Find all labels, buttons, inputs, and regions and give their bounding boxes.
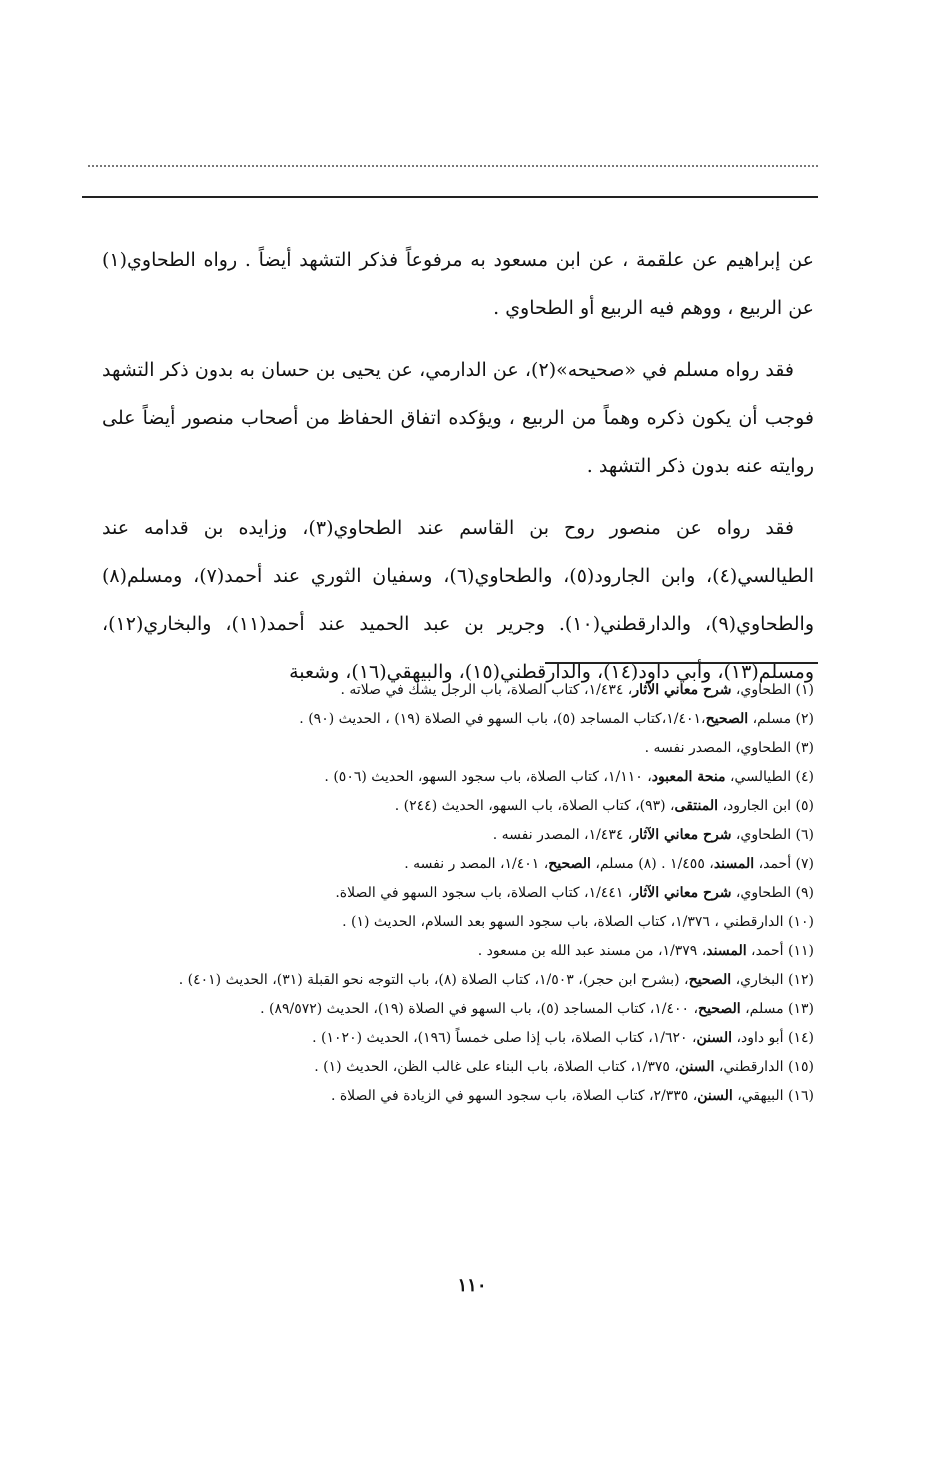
footnote — [98, 850, 814, 879]
page-number: ١١٠ — [457, 1275, 487, 1296]
footnote-text: ، ١/٤٥٥ . (٨) مسلم، — [590, 856, 714, 872]
footnote-text: ، ١/٤٣٤، المصدر نفسه . — [492, 827, 633, 843]
footnote-text: ، ١/٤٠٠، كتاب المساجد (٥)، باب السهو في الصلاة (١٩)، الحديث (٨٩/٥٧٢) . — [260, 1001, 699, 1017]
footnote — [98, 1082, 814, 1111]
paragraph-2: فقد رواه مسلم في «صحيحه»(٢)، عن الدارمي، عن يحيى بن حسان به بدون ذكر التشهد فوجب أن يكون ذكره وهماً من الربيع ، ويؤكده اتفاق الحفاظ من أصحاب منصور أيضاً على روايته عنه بدون ذكر التشهد . — [102, 359, 814, 477]
footnote-text: (٢) مسلم، — [748, 711, 814, 727]
footnote-text: ، ١/١١٠، كتاب الصلاة، باب سجود السهو، الحديث (٥٠٦) . — [324, 769, 652, 785]
footnote-source-title: السنن — [697, 1088, 733, 1104]
footnote-text: ، ١/٤٣٤، كتاب الصلاة، باب الرجل يشك في صلاته . — [340, 682, 633, 698]
footnote-source-title: السنن — [678, 1059, 715, 1075]
paragraph-1: عن إبراهيم عن علقمة ، عن ابن مسعود به مرفوعاً فذكر التشهد أيضاً . رواه الطحاوي(١) عن الربيع ، ووهم فيه الربيع أو الطحاوي . — [102, 249, 814, 319]
footnote-source-title: الصحيح — [705, 711, 749, 727]
footnote-source-title: الصحيح — [688, 972, 732, 988]
footnote-source-title: شرح معاني الآثار — [632, 885, 732, 901]
footnote-text: (٦) الطحاوي، — [731, 827, 814, 843]
footnote-text: (١٤) أبو داود، — [732, 1030, 814, 1046]
footnote-source-title: شرح معاني الآثار — [632, 682, 732, 698]
footnote-text: ، ١/٤٤١، كتاب الصلاة، باب سجود السهو في الصلاة. — [335, 885, 633, 901]
footnote-source-title: المنتقى — [674, 798, 718, 814]
footnote-text: (١) الطحاوي، — [731, 682, 814, 698]
footnote-source-title: منحة المعبود — [651, 769, 726, 785]
footnote-source-title: المسند — [713, 856, 755, 872]
footnote-source-title: شرح معاني الآثار — [632, 827, 732, 843]
footnote — [98, 792, 814, 821]
footnote-source-title: الصحيح — [548, 856, 591, 872]
footnote-text: (٧) أحمد، — [754, 856, 814, 872]
footnote-text: ، ١/٣٧٥، كتاب الصلاة، باب البناء على غالب الظن، الحديث (١) . — [314, 1059, 679, 1075]
footnote-text: (٤) الطيالسي، — [725, 769, 814, 785]
footnote — [98, 1024, 814, 1053]
footnote — [98, 705, 814, 734]
footnote — [98, 821, 814, 850]
footnote-text: (٣) الطحاوي، المصدر نفسه . — [644, 740, 814, 756]
main-text — [102, 236, 814, 696]
footnote-source-title: السنن — [696, 1030, 733, 1046]
footnote-text: (١٥) الدارقطني، — [714, 1059, 814, 1075]
footnote-text: (٩) الطحاوي، — [731, 885, 814, 901]
footnote-text: ، ١/٣٧٩، من مسند عبد الله بن مسعود . — [477, 943, 707, 959]
footnote-text: ، (٩٣)، كتاب الصلاة، باب السهو، الحديث (٢٤٤) . — [394, 798, 675, 814]
paragraph-3: فقد رواه عن منصور روح بن القاسم عند الطحاوي(٣)، وزايده بن قدامه عند الطيالسي(٤)، وابن الجارود(٥)، والطحاوي(٦)، وسفيان الثوري عند أحمد(٧)، ومسلم(٨) والطحاوي(٩)، والدارقطني(١٠). وجرير بن عبد الحميد عند أحمد(١١)، والبخاري(١٢)، ومسلم(١٣)، وأبي داود(١٤)، والدارقطني(١٥)، والبيهقي(١٦)، وشعبة — [102, 517, 815, 683]
footnote-text: (١٢) البخاري، — [731, 972, 814, 988]
footnote — [98, 734, 814, 763]
footnote — [98, 879, 814, 908]
footnote — [98, 995, 814, 1024]
footnote-text: ، ١/٤٠١، المصد ر نفسه . — [404, 856, 549, 872]
footnote-source-title: المسند — [706, 943, 747, 959]
footnotes — [98, 676, 814, 1111]
footnote — [98, 937, 814, 966]
footnote-text: (٥) ابن الجارود، — [718, 798, 814, 814]
footnote — [98, 1053, 814, 1082]
footnote-text: ، ١/٦٢٠، كتاب الصلاة، باب إذا صلى خمساً (١٩٦)، الحديث (١٠٢٠) . — [312, 1030, 697, 1046]
footnote-source-title: الصحيح — [698, 1001, 741, 1017]
footnote-text: (١١) أحمد، — [746, 943, 814, 959]
footnote — [98, 966, 814, 995]
footnote-text: ، ٢/٣٣٥، كتاب الصلاة، باب سجود السهو في الزيادة في الصلاة . — [330, 1088, 698, 1104]
footnote-text: (١٣) مسلم، — [740, 1001, 814, 1017]
header-dotted-rule — [88, 165, 818, 167]
header-rule — [82, 196, 818, 198]
footnote — [98, 908, 814, 937]
footnote-separator — [545, 662, 818, 664]
footnote-text: ، (بشرح ابن حجر)، ١/٥٠٣، كتاب الصلاة (٨)، باب التوجه نحو القبلة (٣١)، الحديث (٤٠١) . — [178, 972, 689, 988]
footnote-text: (١٠) الدارقطني ، ١/٣٧٦، كتاب الصلاة، باب سجود السهو بعد السلام، الحديث (١) . — [342, 914, 814, 930]
footnote — [98, 676, 814, 705]
footnote-text: ،١/٤٠١،كتاب المساجد (٥)، باب السهو في الصلاة (١٩) ، الحديث (٩٠) . — [299, 711, 706, 727]
footnote-text: (١٦) البيهقي، — [732, 1088, 814, 1104]
footnote — [98, 763, 814, 792]
